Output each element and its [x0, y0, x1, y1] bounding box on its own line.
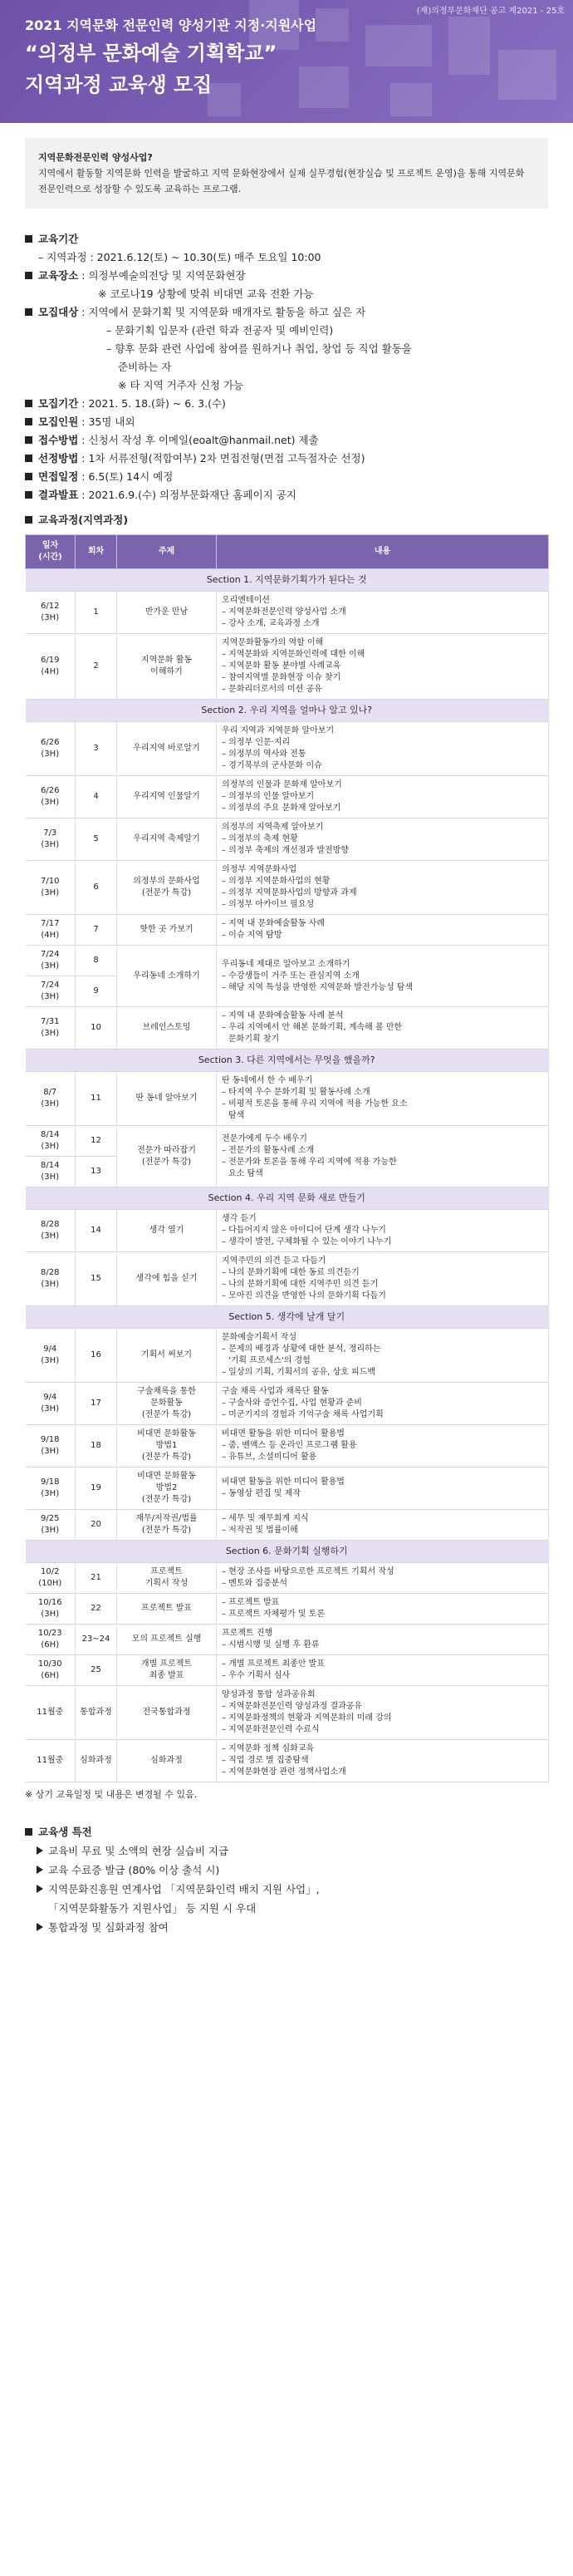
- session-topic: 우리동네 소개하기: [117, 946, 217, 1007]
- content-line: – 의정부 축제의 개선점과 발전방향: [222, 846, 349, 855]
- content-line: – 의정부 지역문화사업의 현황: [222, 877, 331, 886]
- content-line: 우리 지역과 지역문화 알아보기: [222, 726, 335, 735]
- content-line: – 모아진 의견을 반영한 나의 문화기획 다듬기: [222, 1291, 386, 1300]
- session-date: 7/31 (3H): [26, 1007, 76, 1050]
- session-number: 23~24: [76, 1625, 117, 1655]
- content-line: – 참여지역별 문화현장 이슈 찾기: [222, 673, 341, 682]
- session-number: 5: [76, 819, 117, 861]
- session-content: [217, 592, 549, 634]
- content-line: – 지역문화전문인력 수료식: [222, 1725, 320, 1734]
- session-date: 9/18 (3H): [26, 1425, 76, 1467]
- table-row: [26, 1210, 549, 1252]
- content-line: 구술 채록 사업과 채록단 활동: [222, 1387, 329, 1396]
- session-content: [217, 1425, 549, 1467]
- content-line: – 지역문화전문인력 양성사업 소개: [222, 607, 346, 617]
- content-line: 지역주민의 의견 듣고 다듬기: [222, 1256, 326, 1266]
- table-row: [26, 915, 549, 946]
- content-line: – 줌, 밴액스 등 온라인 프로그램 활용: [222, 1441, 357, 1450]
- section-title: Section 6. 문화기획 실행하기: [26, 1541, 549, 1563]
- content-line: '기획 프로세스'의 경험: [228, 1356, 311, 1365]
- session-topic: 의정부의 문화사업 (전문가 특강): [117, 861, 217, 915]
- session-number: 18: [76, 1425, 117, 1467]
- content-line: – 지역문화 활동 분야별 사례교육: [222, 661, 341, 671]
- content-line: – 의정부의 축제 현황: [222, 834, 298, 843]
- triangle-bullet-icon: [37, 1885, 43, 1893]
- session-number: 14: [76, 1210, 117, 1252]
- bullet-square-icon: [25, 436, 32, 444]
- select-row: 선정방법 : 1차 서류전형(적합여부) 2차 면접전형(면접 고득점자순 선정): [25, 450, 548, 468]
- session-topic: 비대면 문화활동 방법2 (전문가 특강): [117, 1467, 217, 1510]
- content-line: 지역문화활동가의 역할 이해: [222, 638, 324, 647]
- place-row: 교육장소 : 의정부예술의전당 및 지역문화현장: [25, 267, 548, 285]
- session-date: 7/17 (4H): [26, 915, 76, 946]
- section-row: [26, 569, 549, 592]
- session-topic: 전국통합과정: [117, 1686, 217, 1740]
- intro-question: 지역문화전문인력 양성사업?: [38, 152, 153, 163]
- session-date: 10/16 (3H): [26, 1594, 76, 1625]
- bullet-square-icon: [25, 491, 32, 499]
- content-line: – 지역문화와 지역문화인력에 대한 이해: [222, 650, 365, 659]
- recruit-info: [25, 230, 548, 529]
- session-date: 8/28 (3H): [26, 1210, 76, 1252]
- session-number: 2: [76, 634, 117, 700]
- table-row: [26, 1510, 549, 1541]
- session-topic: 브레인스토밍: [117, 1007, 217, 1050]
- content-line: – 프로젝트 자체평가 및 토론: [222, 1610, 325, 1619]
- session-number: 17: [76, 1383, 117, 1425]
- content-line: – 프로젝트 발표: [222, 1598, 280, 1607]
- schedule-header-cell: 일자 (시간): [26, 535, 76, 569]
- session-date: 7/24 (3H): [26, 946, 76, 976]
- session-content: [217, 915, 549, 946]
- session-number: 16: [76, 1329, 117, 1383]
- content-line: – 의정부의 역사와 전통: [222, 750, 306, 759]
- session-content: [217, 819, 549, 861]
- session-date: 8/14 (3H): [26, 1126, 76, 1157]
- banner-header: [0, 0, 573, 123]
- target-note: ※ 타 지역 거주자 신청 가능: [118, 379, 244, 391]
- bullet-square-icon: [25, 235, 32, 243]
- banner-title: “의정부 문화예술 기획학교”: [25, 42, 277, 65]
- session-date: 10/23 (6H): [26, 1625, 76, 1655]
- benefit-item: 통합과정 및 심화과정 참여: [25, 1918, 548, 1937]
- content-line: 비대면 활동을 위한 미디어 활용법: [222, 1429, 345, 1438]
- triangle-bullet-icon: [37, 1923, 43, 1931]
- content-line: 의정부 지역문화사업: [222, 865, 297, 874]
- session-content: [217, 1686, 549, 1740]
- target-row: 모집대상 : 지역에서 문화기획 및 지역문화 매개자로 활동을 하고 싶은 자: [25, 303, 548, 322]
- session-topic: 우리지역 인물알기: [117, 776, 217, 819]
- session-number: 10: [76, 1007, 117, 1050]
- content-line: – 지역 내 문화예술활동 사례: [222, 919, 325, 928]
- session-date: 6/12 (3H): [26, 592, 76, 634]
- session-content: [217, 722, 549, 776]
- count-row: 모집인원 : 35명 내외: [25, 413, 548, 431]
- triangle-bullet-icon: [37, 1846, 43, 1855]
- session-content: [217, 1252, 549, 1306]
- bullet-square-icon: [25, 516, 32, 524]
- section-title: Section 4. 우리 지역 문화 새로 만들기: [26, 1187, 549, 1210]
- table-row: [26, 1383, 549, 1425]
- content-line: – 타지역 우수 문화기획 및 활동사례 소개: [222, 1088, 370, 1097]
- session-number: 4: [76, 776, 117, 819]
- session-number: 22: [76, 1594, 117, 1625]
- schedule-header-cell: 회차: [76, 535, 117, 569]
- bullet-square-icon: [25, 455, 32, 462]
- content-line: – 지역문화현장 관련 정책사업소개: [222, 1767, 346, 1777]
- content-line: – 해당 지역 특성을 반영한 지역문화 발전가능성 탐색: [222, 982, 414, 992]
- session-topic: 반가운 만남: [117, 592, 217, 634]
- session-number: 심화과정: [76, 1740, 117, 1782]
- bullet-square-icon: [25, 473, 32, 480]
- content-line: – 구술사와 증언수집, 사업 현황과 준비: [222, 1399, 362, 1408]
- content-line: – 지역문화정책의 현황과 지역문화의 미래 강의: [222, 1713, 392, 1723]
- place-note: ※ 코로나19 상황에 맞춰 비대면 교육 전환 가능: [98, 288, 314, 300]
- bullet-square-icon: [25, 272, 32, 279]
- session-date: 6/19 (4H): [26, 634, 76, 700]
- session-content: [217, 1126, 549, 1187]
- session-date: 11월중: [26, 1740, 76, 1782]
- session-topic: 전문가 따라잡기 (전문가 특강): [117, 1126, 217, 1187]
- session-date: 7/24 (3H): [26, 976, 76, 1007]
- session-topic: 심화과정: [117, 1740, 217, 1782]
- content-line: 오리엔테이션: [222, 596, 270, 605]
- table-row: [26, 1563, 549, 1594]
- content-line: – 비평적 토론을 통해 우리 지역에 적용 가능한 요소: [222, 1099, 408, 1109]
- content-line: 우리동네 제대로 알아보고 소개하기: [222, 959, 350, 969]
- benefit-item: 교육비 무료 및 소액의 현장 실습비 지급: [25, 1841, 548, 1861]
- schedule-header-cell: 주제: [117, 535, 217, 569]
- target-sub-2b: 준비하는 자: [118, 361, 172, 373]
- section-row: [26, 700, 549, 722]
- target-sub-2: – 향후 문화 관련 사업에 참여를 원하거나 취업, 창업 등 직업 활동을: [106, 342, 412, 355]
- session-number: 통합과정: [76, 1686, 117, 1740]
- session-number: 25: [76, 1655, 117, 1686]
- schedule-note: ※ 상기 교육일정 및 내용은 변경될 수 있음.: [25, 1789, 198, 1800]
- content-line: – 현장 조사를 바탕으로한 프로젝트 기획서 작성: [222, 1567, 394, 1576]
- content-line: – 문제의 배경과 상황에 대한 분석, 정리하는: [222, 1345, 381, 1354]
- schedule-table: [25, 534, 549, 1782]
- session-number: 7: [76, 915, 117, 946]
- content-line: – 이슈 지역 탐방: [222, 931, 282, 940]
- section-title: Section 3. 다른 지역에서는 무엇을 했을까?: [26, 1050, 549, 1072]
- content-line: – 의정부의 주요 문화재 알아보기: [222, 804, 341, 813]
- schedule-header-row: [26, 535, 549, 569]
- session-number: 21: [76, 1563, 117, 1594]
- session-topic: 딴 동네 알아보기: [117, 1072, 217, 1126]
- session-content: [217, 1510, 549, 1541]
- session-topic: 지역문화 활동 이해하기: [117, 634, 217, 700]
- content-line: – 우리 지역에서 안 해본 문화기획, 계속해 볼 만한: [222, 1023, 403, 1032]
- content-line: – 동영상 편집 및 제작: [222, 1489, 301, 1498]
- content-line: – 지역문화 정책 심화교육: [222, 1744, 315, 1753]
- table-row: [26, 1594, 549, 1625]
- session-number: 12: [76, 1126, 117, 1157]
- session-number: 15: [76, 1252, 117, 1306]
- apply-row: 접수방법 : 신청서 작성 후 이메일(eoalt@hanmail.net) 제출: [25, 431, 548, 450]
- content-line: – 직업 경로 별 집중탐색: [222, 1756, 309, 1765]
- content-line: – 수강생들이 거주 또는 관심지역 소개: [222, 971, 360, 981]
- table-row: [26, 1425, 549, 1467]
- table-row: [26, 1467, 549, 1510]
- session-content: [217, 1383, 549, 1425]
- benefits-heading: 교육생 특전: [25, 1822, 548, 1841]
- schedule-heading: 교육과정(지역과정): [25, 511, 548, 529]
- table-row: [26, 946, 549, 976]
- content-line: 딴 동네에서 한 수 배우기: [222, 1076, 313, 1085]
- session-content: [217, 1329, 549, 1383]
- session-number: 19: [76, 1467, 117, 1510]
- session-date: 10/2 (10H): [26, 1563, 76, 1594]
- session-number: 1: [76, 592, 117, 634]
- content-line: – 강사 소개, 교육과정 소개: [222, 619, 320, 628]
- session-date: 8/7 (3H): [26, 1072, 76, 1126]
- session-topic: 프로젝트 기획서 작성: [117, 1563, 217, 1594]
- notice-number: (재)의정부문화재단 공고 제2021 - 25호: [416, 7, 565, 16]
- content-line: 전문가에게 두수 배우기: [222, 1133, 307, 1143]
- content-line: – 전문가와 토론을 통해 우리 지역에 적용 가능한: [222, 1157, 397, 1167]
- session-topic: 개별 프로젝트 최종 발표: [117, 1655, 217, 1686]
- content-line: 비대면 활동을 위한 미디어 활용법: [222, 1477, 345, 1487]
- content-line: 생각 듣기: [222, 1214, 257, 1223]
- section-title: Section 5. 생각에 날개 달기: [26, 1306, 549, 1329]
- session-number: 6: [76, 861, 117, 915]
- section-row: [26, 1306, 549, 1329]
- bullet-square-icon: [25, 308, 32, 316]
- content-line: – 생각이 발전, 구체화될 수 있는 이야기 나누기: [222, 1237, 392, 1246]
- period-value: – 지역과정 : 2021.6.12(토) ~ 10.30(토) 매주 토요일 10:00: [38, 251, 321, 263]
- table-row: [26, 861, 549, 915]
- session-date: 9/25 (3H): [26, 1510, 76, 1541]
- session-date: 11월중: [26, 1686, 76, 1740]
- content-line: – 멘토와 집중분석: [222, 1579, 287, 1588]
- table-row: [26, 1252, 549, 1306]
- session-topic: 우리지역 축제알기: [117, 819, 217, 861]
- bullet-square-icon: [25, 1828, 32, 1836]
- session-content: [217, 776, 549, 819]
- benefit-item-cont: 「지역문화활동가 지원사업」 등 지원 시 우대: [48, 1902, 257, 1915]
- session-topic: 생각에 힘을 싣기: [117, 1252, 217, 1306]
- table-row: [26, 634, 549, 700]
- session-number: 3: [76, 722, 117, 776]
- session-topic: 재무/저작권/법률 (전문가 특강): [117, 1510, 217, 1541]
- session-content: [217, 1007, 549, 1050]
- session-date: 7/10 (3H): [26, 861, 76, 915]
- content-line: – 지역문화전문인력 양성과정 결과공유: [222, 1702, 363, 1711]
- content-line: – 개별 프로젝트 최종안 발표: [222, 1659, 325, 1669]
- content-line: 프로젝트 진행: [222, 1629, 273, 1638]
- session-topic: 비대면 문화활동 방법1 (전문가 특강): [117, 1425, 217, 1467]
- session-date: 8/28 (3H): [26, 1252, 76, 1306]
- bullet-square-icon: [25, 400, 32, 407]
- session-content: [217, 861, 549, 915]
- content-line: – 의정부 아카이브 필요성: [222, 900, 315, 909]
- content-line: 요소 탐색: [228, 1168, 263, 1178]
- content-line: 문화예술기획서 작성: [222, 1333, 297, 1342]
- section-row: [26, 1187, 549, 1210]
- table-row: [26, 1329, 549, 1383]
- session-number: 8: [76, 946, 117, 976]
- content-line: – 나의 문화기획에 대한 동료 의견듣기: [222, 1268, 360, 1277]
- session-content: [217, 1563, 549, 1594]
- triangle-bullet-icon: [37, 1866, 43, 1874]
- session-content: [217, 1625, 549, 1655]
- banner-line-1: 2021 지역문화 전문인력 양성기관 지정·지원사업: [25, 17, 317, 33]
- section-row: [26, 1050, 549, 1072]
- content-line: 탐색: [228, 1111, 245, 1120]
- session-date: 7/3 (3H): [26, 819, 76, 861]
- content-line: 의정부의 지역축제 알아보기: [222, 823, 324, 832]
- session-number: 13: [76, 1157, 117, 1187]
- section-title: Section 2. 우리 지역을 얼마나 알고 있나?: [26, 700, 549, 722]
- table-row: [26, 1126, 549, 1157]
- content-line: – 의정부 인문·지리: [222, 738, 291, 747]
- content-line: – 미군기지의 경험과 기억구술 채록 사업기획: [222, 1410, 384, 1419]
- table-row: [26, 1655, 549, 1686]
- interview-row: 면접일정 : 6.5(토) 14시 예정: [25, 468, 548, 486]
- session-date: 9/4 (3H): [26, 1329, 76, 1383]
- benefits-section: [25, 1822, 548, 1937]
- session-content: [217, 634, 549, 700]
- session-date: 6/26 (3H): [26, 776, 76, 819]
- content-line: 의정부의 인물과 문화재 알아보기: [222, 780, 342, 789]
- session-content: [217, 1655, 549, 1686]
- bullet-square-icon: [25, 418, 32, 425]
- content-line: – 문화리더로서의 미션 공유: [222, 685, 322, 694]
- table-row: [26, 722, 549, 776]
- content-line: – 경기북부의 군사문화 이슈: [222, 761, 322, 770]
- result-row: 결과발표 : 2021.6.9.(수) 의정부문화재단 홈페이지 공지: [25, 486, 548, 504]
- session-date: 8/14 (3H): [26, 1157, 76, 1187]
- session-number: 20: [76, 1510, 117, 1541]
- target-sub-1: – 문화기획 입문자 (관련 학과 전공자 및 예비인력): [106, 324, 334, 337]
- period-heading: 교육기간: [25, 230, 548, 248]
- schedule-header-cell: 내용: [217, 535, 549, 569]
- session-topic: 구술채록을 통한 문화활동 (전문가 특강): [117, 1383, 217, 1425]
- session-date: 6/26 (3H): [26, 722, 76, 776]
- content-line: 문화기획 찾기: [228, 1035, 280, 1044]
- session-topic: 생각 열기: [117, 1210, 217, 1252]
- session-content: [217, 1594, 549, 1625]
- session-content: [217, 1072, 549, 1126]
- session-date: 9/4 (3H): [26, 1383, 76, 1425]
- table-row: [26, 1072, 549, 1126]
- content-line: – 나의 문화기획에 대한 지역주민 의견 듣기: [222, 1280, 379, 1289]
- table-row: [26, 592, 549, 634]
- session-topic: 모의 프로젝트 실행: [117, 1625, 217, 1655]
- content-line: – 저작권 및 법률이해: [222, 1526, 298, 1535]
- session-topic: 기획서 써보기: [117, 1329, 217, 1383]
- table-row: [26, 1007, 549, 1050]
- session-date: 10/30 (6H): [26, 1655, 76, 1686]
- content-line: – 의정부의 인물 알아보기: [222, 792, 315, 801]
- content-line: – 유튜브, 소셜미디어 활용: [222, 1453, 317, 1462]
- session-topic: 우리지역 바로알기: [117, 722, 217, 776]
- session-number: 11: [76, 1072, 117, 1126]
- benefit-item: 교육 수료증 발급 (80% 이상 출석 시): [25, 1861, 548, 1880]
- recruit-row: 모집기간 : 2021. 5. 18.(화) ~ 6. 3.(수): [25, 395, 548, 413]
- table-row: [26, 776, 549, 819]
- content-line: – 일상의 기획, 기획서의 공유, 상호 피드백: [222, 1368, 375, 1377]
- schedule-body: [26, 569, 549, 1782]
- table-row: [26, 819, 549, 861]
- content-line: – 전문가의 활동사례 소개: [222, 1145, 315, 1155]
- table-row: [26, 1625, 549, 1655]
- session-number: 9: [76, 976, 117, 1007]
- content-line: – 세무 및 재무회계 지식: [222, 1514, 309, 1523]
- intro-box: [25, 138, 548, 209]
- session-content: [217, 1210, 549, 1252]
- session-date: 9/18 (3H): [26, 1467, 76, 1510]
- section-row: [26, 1541, 549, 1563]
- content-line: – 우수 기획서 심사: [222, 1671, 291, 1680]
- content-line: – 시범시행 및 실행 후 환류: [222, 1640, 320, 1649]
- content-line: – 의정부 지역문화사업의 방향과 과제: [222, 888, 357, 897]
- table-row: [26, 1686, 549, 1740]
- table-row: [26, 1740, 549, 1782]
- intro-body: 지역에서 활동할 지역문화 인력을 발굴하고 지역 문화현장에서 실제 실무경험(현장실습 및 프로젝트 운영)을 통해 지역문화 전문인력으로 성장할 수 있도록 교육하는 프로그램.: [38, 168, 525, 194]
- session-content: [217, 1740, 549, 1782]
- content-line: – 다듬어지지 않은 아이디어 단계 생각 나누기: [222, 1226, 386, 1235]
- session-content: [217, 1467, 549, 1510]
- content-line: 양성과정 통합 성과공유회: [222, 1690, 316, 1699]
- section-title: Section 1. 지역문화기획가가 된다는 것: [26, 569, 549, 592]
- benefit-item: 지역문화진흥원 연계사업 「지역문화인력 배치 지원 사업」,: [25, 1880, 548, 1899]
- session-topic: 프로젝트 발표: [117, 1594, 217, 1625]
- session-content: [217, 946, 549, 1007]
- banner-subtitle: 지역과정 교육생 모집: [25, 73, 213, 96]
- session-topic: 핫한 곳 가보기: [117, 915, 217, 946]
- content-line: – 지역 내 문화예술활동 사례 분석: [222, 1011, 344, 1020]
